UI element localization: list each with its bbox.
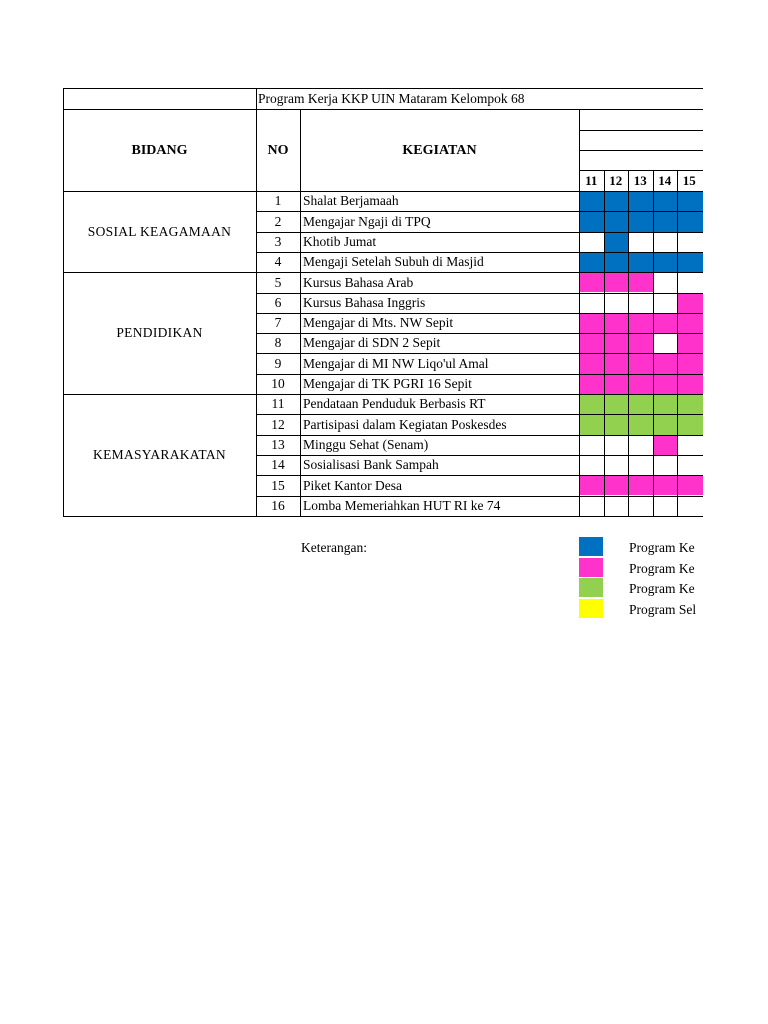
schedule-cell-green: [677, 394, 703, 414]
row-no: 6: [274, 294, 282, 310]
day-header-11: 11: [585, 173, 598, 188]
schedule-cell-blue: [628, 191, 653, 211]
schedule-cell-blue: [579, 252, 604, 272]
legend-swatch-yellow: [579, 599, 603, 618]
schedule-cell-pink: [604, 272, 629, 292]
schedule-cell-pink: [604, 333, 629, 353]
schedule-cell-green: [653, 414, 678, 434]
grid-line: [256, 333, 703, 334]
grid-line: [579, 150, 703, 151]
schedule-cell-blue: [628, 252, 653, 272]
schedule-cell-blue: [604, 232, 629, 252]
grid-line: [256, 455, 703, 456]
row-kegiatan: Kursus Bahasa Inggris: [303, 294, 426, 310]
row-kegiatan: Mengajar di Mts. NW Sepit: [303, 315, 454, 331]
legend-swatch-green: [579, 578, 603, 597]
schedule-cell-blue: [579, 211, 604, 231]
legend-text: Program Ke: [629, 581, 695, 597]
row-no: 3: [274, 233, 282, 249]
row-no: 15: [271, 477, 285, 493]
schedule-cell-pink: [604, 374, 629, 394]
row-no: 12: [271, 416, 285, 432]
schedule-cell-blue: [653, 211, 678, 231]
grid-line: [256, 313, 703, 314]
schedule-cell-pink: [579, 374, 604, 394]
group-label: SOSIAL KEAGAMAAN: [87, 223, 232, 239]
row-no: 11: [271, 396, 285, 412]
legend-text: Program Ke: [629, 560, 695, 576]
schedule-cell-pink: [653, 435, 678, 455]
grid-line: [256, 475, 703, 476]
day-header-13: 13: [633, 173, 647, 188]
grid-line: [677, 170, 678, 517]
table-title: Program Kerja KKP UIN Mataram Kelompok 68: [258, 91, 525, 106]
schedule-cell-blue: [653, 191, 678, 211]
group-label: PENDIDIKAN: [116, 325, 203, 341]
grid-line: [256, 252, 703, 253]
schedule-cell-pink: [653, 353, 678, 373]
schedule-cell-green: [579, 414, 604, 434]
row-no: 10: [271, 376, 285, 392]
schedule-cell-pink: [628, 475, 653, 495]
row-no: 16: [271, 497, 285, 513]
row-kegiatan: Mengajar di MI NW Liqo'ul Amal: [303, 355, 489, 371]
schedule-cell-pink: [579, 272, 604, 292]
legend-text: Program Sel: [629, 602, 697, 618]
row-no: 5: [274, 274, 282, 290]
grid-line: [256, 353, 703, 354]
schedule-cell-pink: [677, 313, 703, 333]
header-kegiatan: KEGIATAN: [402, 142, 477, 158]
row-no: 1: [274, 193, 282, 209]
schedule-cell-blue: [677, 211, 703, 231]
grid-line: [653, 170, 654, 517]
schedule-cell-pink: [579, 313, 604, 333]
schedule-cell-pink: [628, 333, 653, 353]
legend-text: Program Ke: [629, 540, 695, 555]
schedule-cell-green: [677, 414, 703, 434]
day-header-14: 14: [658, 173, 672, 188]
day-header-15: 15: [682, 173, 696, 188]
group-label: KEMASYARAKATAN: [93, 447, 226, 463]
schedule-cell-green: [628, 414, 653, 434]
schedule-cell-pink: [677, 293, 703, 313]
schedule-cell-green: [579, 394, 604, 414]
schedule-cell-blue: [677, 252, 703, 272]
schedule-cell-green: [604, 394, 629, 414]
row-no: 8: [274, 335, 282, 351]
schedule-cell-pink: [579, 333, 604, 353]
grid-line: [63, 272, 703, 273]
schedule-cell-pink: [653, 313, 678, 333]
row-kegiatan: Piket Kantor Desa: [303, 477, 402, 493]
row-kegiatan: Khotib Jumat: [303, 233, 377, 249]
grid-line: [628, 170, 629, 517]
grid-line: [256, 435, 703, 436]
row-kegiatan: Kursus Bahasa Arab: [303, 274, 414, 290]
schedule-cell-pink: [628, 272, 653, 292]
grid-line: [579, 130, 703, 131]
schedule-cell-pink: [604, 353, 629, 373]
schedule-cell-pink: [604, 313, 629, 333]
grid-line: [256, 211, 703, 212]
schedule-cell-blue: [579, 191, 604, 211]
schedule-cell-pink: [677, 475, 703, 495]
schedule-cell-pink: [628, 353, 653, 373]
row-kegiatan: Shalat Berjamaah: [303, 193, 399, 209]
schedule-cell-green: [628, 394, 653, 414]
row-kegiatan: Mengajar di SDN 2 Sepit: [303, 335, 441, 351]
schedule-cell-blue: [604, 211, 629, 231]
row-kegiatan: Partisipasi dalam Kegiatan Poskesdes: [303, 416, 507, 432]
grid-line: [256, 414, 703, 415]
grid-line: [256, 88, 257, 517]
schedule-cell-blue: [604, 191, 629, 211]
schedule-cell-pink: [653, 475, 678, 495]
schedule-cell-pink: [677, 333, 703, 353]
schedule-cell-pink: [579, 353, 604, 373]
header-bidang: BIDANG: [131, 142, 188, 158]
header-no: NO: [267, 142, 289, 158]
schedule-cell-pink: [579, 475, 604, 495]
schedule-cell-pink: [677, 374, 703, 394]
grid-line: [579, 170, 703, 171]
grid-line: [63, 191, 703, 192]
day-header-12: 12: [609, 173, 623, 188]
row-kegiatan: Pendataan Penduduk Berbasis RT: [303, 396, 486, 412]
schedule-cell-pink: [653, 374, 678, 394]
row-no: 9: [274, 355, 282, 371]
schedule-cell-green: [604, 414, 629, 434]
row-no: 4: [274, 254, 282, 270]
row-kegiatan: Mengajar di TK PGRI 16 Sepit: [303, 376, 472, 392]
grid-line: [256, 496, 703, 497]
schedule-cell-blue: [653, 252, 678, 272]
legend-swatch-blue: [579, 537, 603, 556]
row-kegiatan: Mengajar Ngaji di TPQ: [303, 213, 431, 229]
grid-line: [63, 394, 703, 395]
row-kegiatan: Sosialisasi Bank Sampah: [303, 457, 439, 473]
schedule-cell-pink: [677, 353, 703, 373]
schedule-cell-blue: [677, 191, 703, 211]
schedule-cell-pink: [628, 374, 653, 394]
grid-line: [256, 232, 703, 233]
schedule-cell-pink: [628, 313, 653, 333]
row-no: 7: [274, 315, 282, 331]
row-no: 2: [274, 213, 282, 229]
row-no: 14: [271, 457, 285, 473]
schedule-cell-blue: [628, 211, 653, 231]
grid-line: [256, 374, 703, 375]
row-kegiatan: Mengaji Setelah Subuh di Masjid: [303, 254, 484, 270]
legend-swatch-pink: [579, 558, 603, 577]
schedule-cell-pink: [604, 475, 629, 495]
row-kegiatan: Minggu Sehat (Senam): [303, 436, 429, 452]
schedule-cell-blue: [604, 252, 629, 272]
row-no: 13: [271, 436, 285, 452]
grid-line: [63, 110, 64, 517]
row-kegiatan: Lomba Memeriahkan HUT RI ke 74: [303, 497, 501, 513]
grid-line: [63, 516, 703, 517]
legend-label: Keterangan:: [301, 540, 367, 555]
grid-line: [256, 293, 703, 294]
grid-line: [604, 170, 605, 517]
schedule-cell-green: [653, 394, 678, 414]
